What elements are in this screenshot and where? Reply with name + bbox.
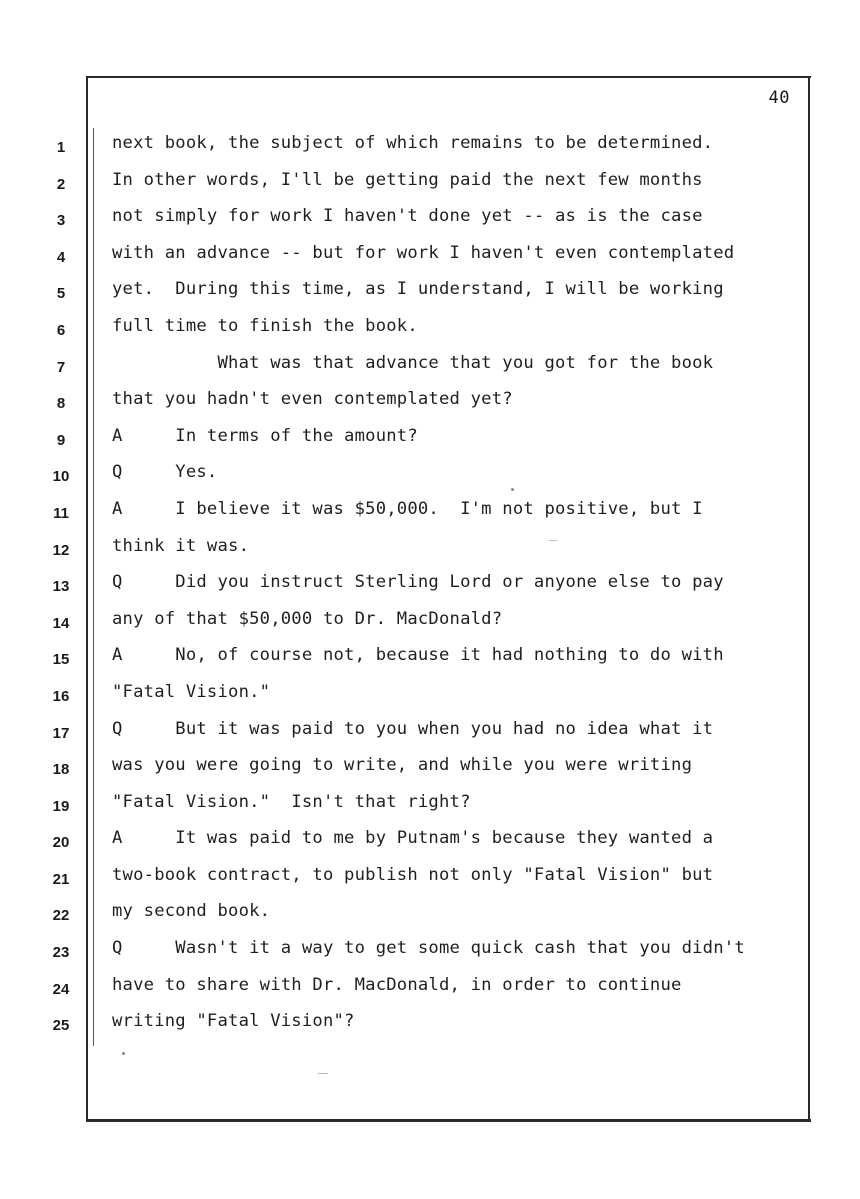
line-number: 7	[56, 358, 66, 376]
line-text: A No, of course not, because it had nothing to do with	[112, 645, 724, 666]
line-number: 9	[56, 431, 66, 449]
scan-speck	[549, 540, 557, 541]
page-border-top	[86, 76, 811, 78]
line-number: 18	[52, 761, 70, 779]
line-text: "Fatal Vision."	[112, 681, 271, 702]
line-text: not simply for work I haven't done yet -- as is the case	[112, 206, 703, 227]
line-text: "Fatal Vision." Isn't that right?	[112, 791, 471, 812]
line-text: full time to finish the book.	[112, 315, 418, 336]
line-number: 13	[52, 578, 70, 596]
transcript-line	[0, 641, 860, 678]
line-number: 1	[56, 139, 66, 156]
transcript-line	[0, 349, 860, 386]
transcript-line	[0, 312, 860, 349]
line-text: A It was paid to me by Putnam's because they wanted a	[112, 828, 714, 849]
scan-speck	[122, 1052, 125, 1055]
line-text: What was that advance that you got for the book	[112, 352, 714, 373]
transcript-line	[0, 934, 860, 971]
transcript-line	[0, 166, 860, 203]
line-text: Q But it was paid to you when you had no idea what it	[112, 718, 714, 739]
line-number: 25	[52, 1017, 70, 1035]
line-text: Q Did you instruct Sterling Lord or anyone else to pay	[112, 572, 724, 593]
transcript-line	[0, 202, 860, 239]
line-number: 8	[56, 395, 66, 413]
line-number: 2	[56, 175, 66, 193]
transcript-line	[0, 275, 860, 312]
transcript-line	[0, 385, 860, 422]
line-text: think it was.	[112, 535, 250, 556]
line-number: 21	[52, 870, 70, 888]
line-number: 4	[56, 248, 66, 266]
line-number: 22	[52, 907, 70, 925]
line-text: A In terms of the amount?	[112, 425, 418, 446]
transcript-line	[0, 897, 860, 934]
transcript-line	[0, 605, 860, 642]
scan-speck	[511, 488, 514, 491]
transcript-line	[0, 715, 860, 752]
line-number: 5	[56, 285, 66, 303]
transcript-lines	[0, 129, 860, 1044]
transcript-line	[0, 861, 860, 898]
transcript-line	[0, 532, 860, 569]
transcript-line	[0, 678, 860, 715]
line-number: 16	[52, 687, 70, 705]
scan-speck	[318, 1073, 328, 1074]
transcript-line	[0, 568, 860, 605]
line-text: writing "Fatal Vision"?	[112, 1011, 355, 1032]
transcript-line	[0, 788, 860, 825]
transcript-line	[0, 239, 860, 276]
line-number: 14	[52, 614, 70, 632]
line-text: was you were going to write, and while you were writing	[112, 755, 693, 776]
line-text: have to share with Dr. MacDonald, in order to continue	[112, 974, 682, 995]
line-number: 19	[52, 797, 70, 815]
line-text: Q Yes.	[112, 462, 218, 483]
line-number: 23	[52, 944, 70, 962]
line-number: 24	[52, 980, 70, 998]
line-text: next book, the subject of which remains to be determined.	[112, 133, 714, 153]
line-number: 6	[56, 321, 66, 339]
line-number: 15	[52, 651, 70, 669]
line-text: any of that $50,000 to Dr. MacDonald?	[112, 608, 503, 629]
line-text: In other words, I'll be getting paid the next few months	[112, 169, 703, 190]
line-text: yet. During this time, as I understand, I will be working	[112, 279, 724, 300]
line-number: 3	[56, 212, 66, 230]
transcript-line	[0, 422, 860, 459]
page-border-bottom	[86, 1119, 811, 1122]
page-number: 40	[768, 88, 790, 108]
line-number: 20	[52, 834, 70, 852]
transcript-line	[0, 751, 860, 788]
line-number: 17	[52, 724, 70, 742]
transcript-line	[0, 458, 860, 495]
transcript-line	[0, 1007, 860, 1044]
line-text: Q Wasn't it a way to get some quick cash that you didn't	[112, 938, 745, 959]
line-number: 10	[52, 468, 70, 486]
transcript-line	[0, 824, 860, 861]
line-text: my second book.	[112, 901, 271, 922]
line-text: A I believe it was $50,000. I'm not positive, but I	[112, 498, 703, 519]
line-text: that you hadn't even contemplated yet?	[112, 389, 513, 410]
line-number: 11	[53, 504, 69, 522]
transcript-line	[0, 971, 860, 1008]
line-text: two-book contract, to publish not only "Fatal Vision" but	[112, 864, 714, 885]
line-number: 12	[52, 541, 70, 559]
transcript-line	[0, 495, 860, 532]
transcript-line	[0, 129, 860, 166]
line-text: with an advance -- but for work I haven't even contemplated	[112, 242, 735, 263]
